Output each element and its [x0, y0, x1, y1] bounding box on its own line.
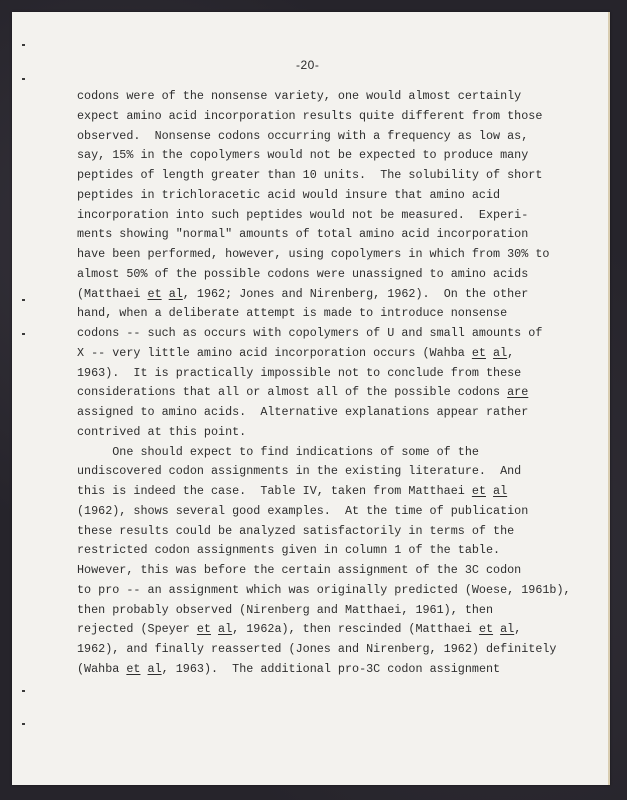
- text-segment: (Wahba: [77, 661, 127, 676]
- text-line: [77, 581, 571, 601]
- text-segment: undiscovered codon assignments in the existing literature. And: [77, 464, 522, 479]
- text-line: [77, 660, 571, 680]
- text-segment: [486, 484, 493, 498]
- margin-mark: [22, 299, 25, 301]
- text-line: [77, 304, 571, 324]
- text-segment: One should expect to find indications of some of the: [77, 444, 479, 459]
- text-segment: restricted codon assignments given in column 1 of the table.: [77, 543, 501, 558]
- text-line: [77, 206, 571, 226]
- text-segment: expect amino acid incorporation results quite different from those: [77, 108, 543, 123]
- text-segment: 1962), and finally reasserted (Jones and Nirenberg, 1962) definitely: [77, 642, 557, 656]
- text-line: [77, 344, 571, 364]
- text-segment: codons -- such as occurs with copolymers of U and small amounts of: [77, 326, 543, 340]
- underlined-text: are: [507, 385, 529, 400]
- text-line: [77, 324, 571, 344]
- text-line: [77, 522, 571, 542]
- text-line: [77, 245, 571, 265]
- underlined-text: al: [147, 661, 162, 676]
- text-segment: [486, 346, 493, 360]
- underlined-text: al: [218, 622, 233, 637]
- margin-mark: [22, 333, 25, 335]
- body-text: [77, 87, 571, 680]
- text-segment: , 1963). The additional pro-3C codon assignment: [161, 661, 501, 676]
- text-line: [77, 87, 571, 107]
- text-segment: contrived at this point.: [77, 424, 247, 439]
- text-line: [77, 462, 571, 482]
- underlined-text: et: [471, 484, 486, 498]
- text-segment: ,: [507, 345, 515, 360]
- text-line: [77, 364, 571, 384]
- text-segment: [140, 662, 147, 676]
- underlined-text: al: [493, 484, 508, 498]
- margin-mark: [22, 723, 25, 725]
- underlined-text: et: [147, 286, 162, 301]
- text-line: [77, 127, 571, 147]
- text-line: [77, 601, 571, 621]
- text-line: [77, 541, 571, 561]
- text-segment: However, this was before the certain assignment of the 3C codon: [77, 563, 522, 577]
- margin-mark: [22, 44, 25, 46]
- text-line: [77, 265, 571, 285]
- text-segment: observed. Nonsense codons occurring with a frequency as low as,: [77, 128, 529, 143]
- text-segment: have been performed, however, using copolymers in which from 30% to: [77, 247, 550, 261]
- page-number: -20-: [296, 58, 320, 72]
- text-line: [77, 146, 571, 166]
- text-line: [77, 423, 571, 443]
- text-segment: to pro -- an assignment which was originally predicted (Woese, 1961b),: [77, 582, 571, 597]
- text-segment: these results could be analyzed satisfactorily in terms of the: [77, 523, 515, 538]
- text-line: [77, 225, 571, 245]
- underlined-text: al: [168, 286, 183, 301]
- text-line: [77, 482, 571, 502]
- text-segment: rejected (Speyer: [77, 622, 197, 637]
- text-segment: considerations that all or almost all of the possible codons: [77, 385, 508, 400]
- text-segment: ,: [514, 622, 522, 637]
- text-line: [77, 640, 571, 660]
- text-segment: ments showing "normal" amounts of total amino acid incorporation: [77, 227, 529, 242]
- text-segment: , 1962a), then rescinded (Matthaei: [232, 622, 479, 637]
- text-segment: codons were of the nonsense variety, one would almost certainly: [77, 89, 522, 103]
- text-line: [77, 561, 571, 581]
- text-segment: 1963). It is practically impossible not to conclude from these: [77, 365, 522, 380]
- text-segment: almost 50% of the possible codons were unassigned to amino acids: [77, 266, 529, 281]
- text-segment: peptides in trichloracetic acid would insure that amino acid: [77, 187, 501, 202]
- text-segment: say, 15% in the copolymers would not be expected to produce many: [77, 148, 529, 163]
- text-line: [77, 285, 571, 305]
- text-line: [77, 166, 571, 186]
- text-segment: hand, when a deliberate attempt is made to introduce nonsense: [77, 306, 508, 321]
- underlined-text: et: [478, 622, 494, 637]
- text-segment: (1962), shows several good examples. At the time of publication: [77, 503, 529, 518]
- text-segment: incorporation into such peptides would not be measured. Experi-: [77, 207, 529, 222]
- text-segment: [211, 622, 218, 636]
- text-segment: then probably observed (Nirenberg and Matthaei, 1961), then: [77, 602, 494, 617]
- underlined-text: et: [196, 622, 211, 637]
- underlined-text: al: [500, 622, 515, 637]
- margin-mark: [22, 690, 25, 692]
- text-segment: , 1962; Jones and Nirenberg, 1962). On the other: [182, 286, 529, 301]
- underlined-text: al: [493, 345, 508, 360]
- text-segment: this is indeed the case. Table IV, taken from Matthaei: [77, 484, 472, 498]
- text-segment: [162, 287, 169, 301]
- text-line: [77, 383, 571, 403]
- text-segment: (Matthaei: [77, 286, 148, 301]
- margin-mark: [22, 78, 25, 80]
- text-line: [77, 107, 571, 127]
- text-segment: peptides of length greater than 10 units. The solubility of short: [77, 168, 543, 182]
- text-line: [77, 502, 571, 522]
- text-segment: assigned to amino acids. Alternative explanations appear rather: [77, 405, 529, 419]
- text-line: [77, 443, 571, 463]
- text-segment: X -- very little amino acid incorporation occurs (Wahba: [77, 345, 472, 360]
- text-line: [77, 186, 571, 206]
- text-line: [77, 620, 571, 640]
- underlined-text: et: [471, 345, 486, 360]
- text-line: [77, 403, 571, 423]
- underlined-text: et: [126, 661, 141, 676]
- page-edge: [608, 12, 610, 785]
